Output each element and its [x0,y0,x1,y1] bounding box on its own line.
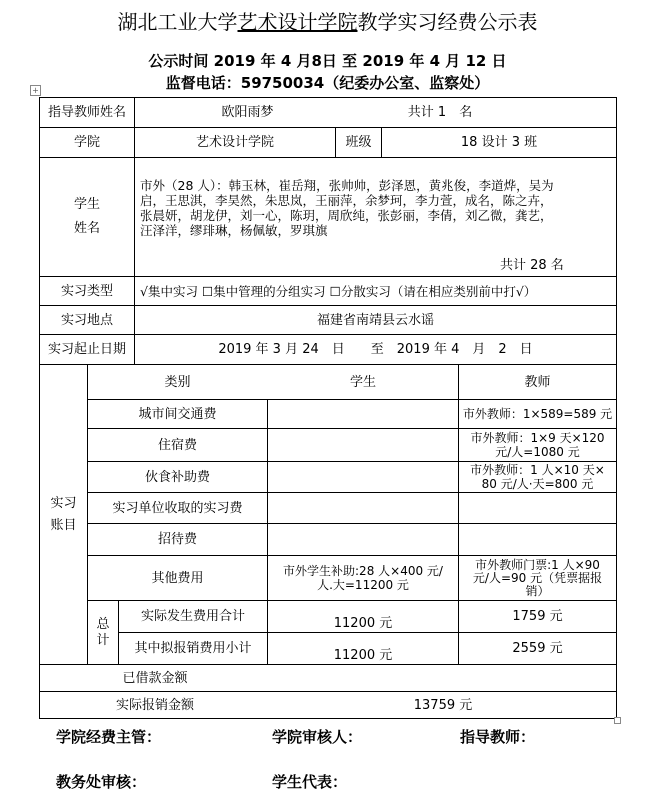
final-reimbursement-value[interactable]: 13759 元 [413,697,473,713]
total-side-label: 总 计 [96,616,110,648]
category-hospitality: 招待费 [157,532,197,547]
header-category: 类别 [164,374,191,390]
category-other: 其他费用 [151,570,204,586]
reimburse-subtotal-label: 其中拟报销费用小计 [134,641,252,656]
header-teacher: 教师 [524,374,551,390]
date-range-label: 实习起止日期 [47,342,126,357]
advisor-name-label: 指导教师姓名 [47,105,126,120]
header-student: 学生 [349,374,376,390]
practice-type-label: 实习类型 [60,283,113,299]
table-move-handle-icon[interactable]: + [30,85,41,96]
reimburse-subtotal-student[interactable]: 11200 元 [333,648,393,663]
category-meals: 伙食补助费 [144,469,210,485]
student-rep-signature: 学生代表： [272,773,348,791]
class-label: 班级 [345,135,372,150]
category-practice-fee: 实习单位收取的实习费 [112,500,243,516]
practice-type-options[interactable]: √集中实习 ☐集中管理的分组实习 ☐分散实习（请在相应类别前中打√） [140,283,537,299]
reimburse-subtotal-teacher[interactable]: 2559 元 [512,641,563,656]
finance-supervisor-signature: 学院经费主管： [56,728,162,746]
category-lodging: 住宿费 [157,437,197,453]
actual-total-teacher[interactable]: 1759 元 [512,609,563,624]
teacher-other[interactable]: 市外教师门票:1 人×90 元/人=90 元（凭票据报 销） [472,557,603,598]
date-range-value[interactable]: 2019 年 3 月 24 日 至 2019 年 4 月 2 日 [218,342,533,357]
final-reimbursement-label: 实际报销金额 [115,697,194,713]
table-resize-handle-icon[interactable] [614,717,621,724]
location-label: 实习地点 [60,312,113,328]
class-value[interactable]: 18 设计 3 班 [460,135,538,150]
advisor-signature: 指导教师： [460,728,536,746]
student-other[interactable]: 市外学生补助:28 人×400 元/ 人.大=11200 元 [283,564,443,592]
teacher-lodging[interactable]: 市外教师：1×9 天×120 元/人=1080 元 [470,431,605,459]
student-names-label: 学生 姓名 [73,197,100,236]
publish-time: 公示时间 2019 年 4 月8日 至 2019 年 4 月 12 日 [148,52,507,70]
academic-office-signature: 教务处审核： [56,773,147,791]
college-reviewer-signature: 学院审核人： [272,728,363,746]
accounts-side-label: 实习 账目 [50,495,77,533]
student-names-list[interactable]: 市外（28 人）：韩玉林，崔岳翔，张帅帅，彭泽恩，黄兆俊，李道烨，吴为 启，王思淇，李昊然，朱思岚，王丽萍，余梦珂，李力萱，成名，陈之卉， 张晨妍，胡龙伊，刘一心，陈玥，周欣纯，张彭丽，李倩，刘乙微，龚艺， 汪泽洋，缪琲琳，杨佩敏，罗琪旗 [140,178,554,238]
actual-total-label: 实际发生费用合计 [140,609,245,624]
teacher-transport[interactable]: 市外教师：1×589=589 元 [462,406,613,421]
supervision-phone: 监督电话：59750034（纪委办公室、监察处） [165,74,490,92]
advisor-name-value[interactable]: 欧阳雨梦 [221,105,274,120]
page-title: 湖北工业大学艺术设计学院教学实习经费公示表 [117,10,538,34]
location-value[interactable]: 福建省南靖县云水谣 [316,312,434,328]
advisor-count: 共计 1 名 [407,105,473,120]
student-count: 共计 28 名 [500,258,564,273]
actual-total-student[interactable]: 11200 元 [333,616,393,631]
teacher-meals[interactable]: 市外教师：1 人×10 天× 80 元/人·天=800 元 [470,463,605,491]
category-transport: 城市间交通费 [138,406,217,422]
borrowed-amount-label: 已借款金额 [122,670,188,686]
college-value[interactable]: 艺术设计学院 [195,135,274,150]
college-label: 学院 [73,135,100,150]
